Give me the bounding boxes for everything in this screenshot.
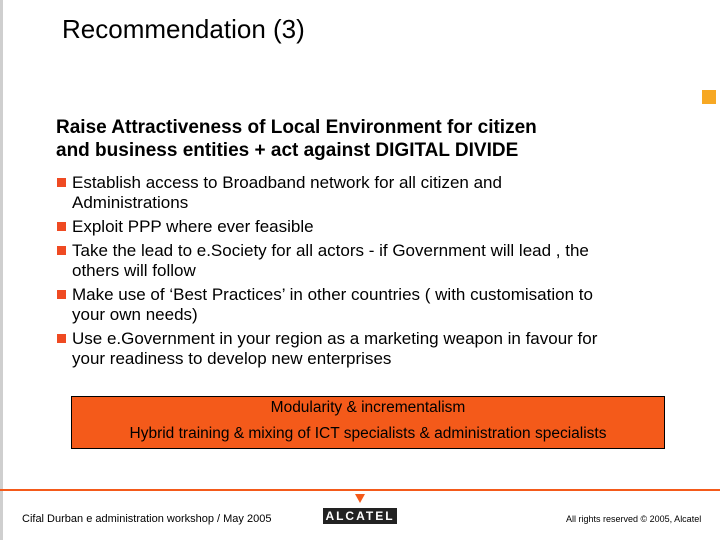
square-bullet-icon	[57, 334, 66, 343]
bullet-text-line-2: your readiness to develop new enterprises	[72, 349, 392, 368]
heading-line-1: Raise Attractiveness of Local Environment for citizen	[56, 117, 537, 138]
slide-heading	[56, 116, 696, 162]
square-bullet-icon	[57, 290, 66, 299]
footer-event-text: Cifal Durban e administration workshop / May 2005	[22, 513, 272, 525]
slide-title: Recommendation (3)	[62, 14, 305, 44]
bullet-item	[56, 173, 696, 213]
left-border-rule	[0, 0, 3, 540]
bullet-text-line-1: Exploit PPP where ever feasible	[72, 217, 314, 236]
bullet-text-line-1: Establish access to Broadband network for all citizen and	[72, 173, 502, 192]
callout-line-1: Modularity & incrementalism	[270, 399, 466, 416]
footer-copyright: All rights reserved © 2005, Alcatel	[566, 514, 702, 524]
bullet-list	[56, 173, 696, 373]
square-bullet-icon	[57, 178, 66, 187]
bullet-text-line-2: Administrations	[72, 193, 189, 212]
bullet-text-line-1: Use e.Government in your region as a marketing weapon in favour for	[72, 329, 598, 348]
bullet-item	[56, 241, 696, 281]
footer-divider	[0, 489, 720, 491]
bullet-text-line-2: others will follow	[72, 261, 196, 280]
bullet-text-line-1: Make use of ‘Best Practices’ in other countries ( with customisation to	[72, 285, 593, 304]
bullet-item	[56, 217, 696, 237]
bullet-item	[56, 329, 696, 369]
heading-line-2: and business entities + act against DIGITAL DIVIDE	[56, 140, 519, 161]
alcatel-logo: ALCATEL	[323, 508, 397, 524]
callout-box	[71, 396, 665, 449]
corner-square-decoration	[702, 90, 716, 104]
callout-line-2: Hybrid training & mixing of ICT specialists & administration specialists	[129, 425, 607, 442]
square-bullet-icon	[57, 222, 66, 231]
footer-triangle-icon	[355, 494, 365, 503]
square-bullet-icon	[57, 246, 66, 255]
bullet-text-line-1: Take the lead to e.Society for all actors - if Government will lead , the	[72, 241, 589, 260]
bullet-text-line-2: your own needs)	[72, 305, 198, 324]
bullet-item	[56, 285, 696, 325]
